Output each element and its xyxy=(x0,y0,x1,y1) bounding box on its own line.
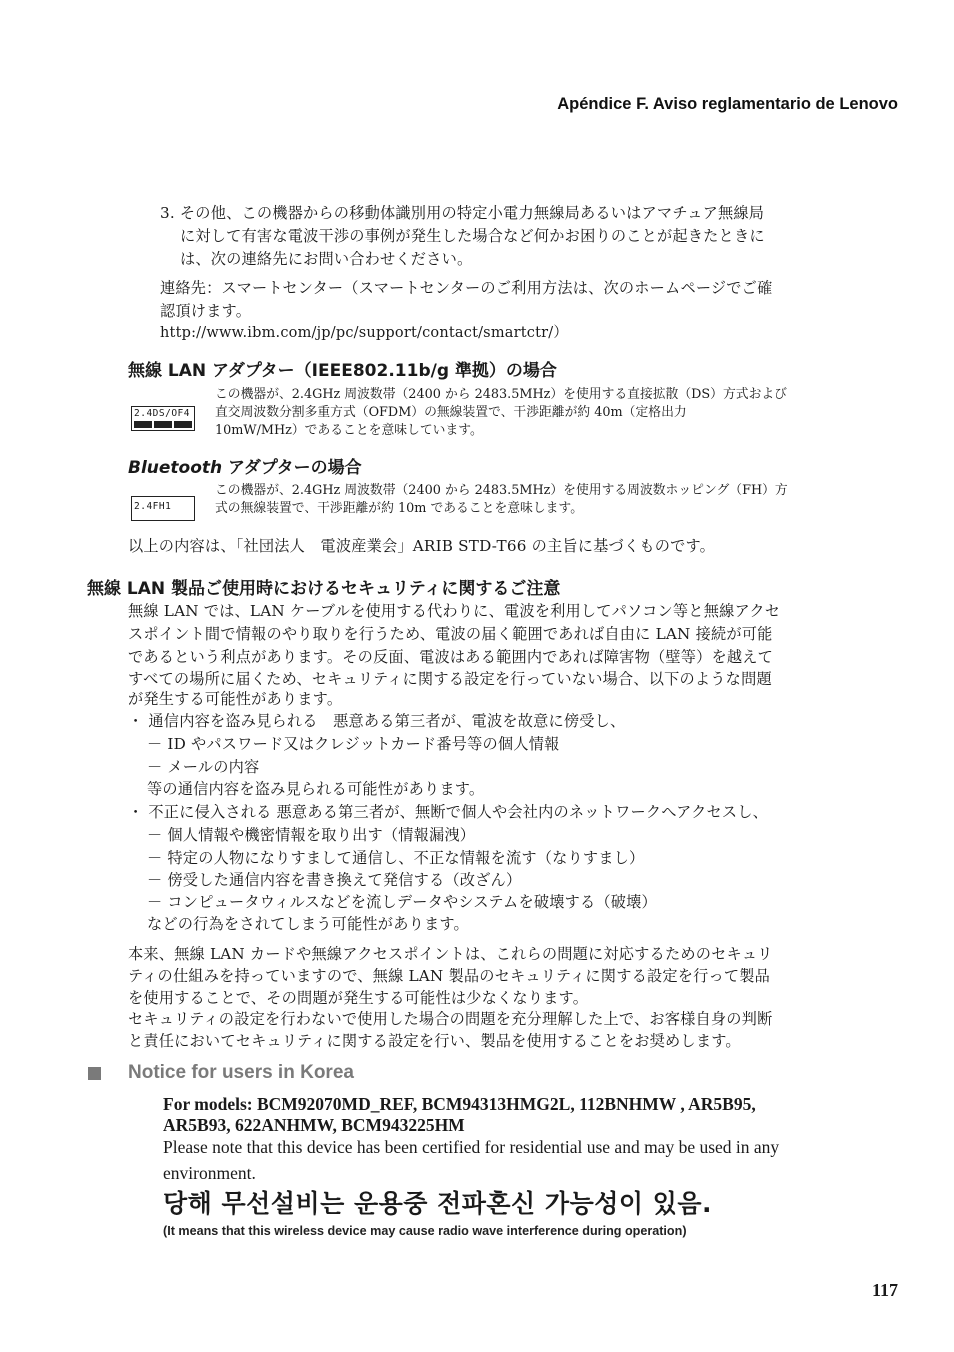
bullet-intrusion-sub-1: － 個人情報や機密情報を取り出す（情報漏洩） xyxy=(147,826,476,844)
security-intro-2: スポイント間で情報のやり取りを行うため、電波の届く範囲であれば自由に LAN 接続が可能 xyxy=(128,625,773,643)
lan-desc-line-1: この機器が、2.4GHz 周波数帯（2400 から 2483.5MHz）を使用する直接拡散（DS）方式および xyxy=(215,387,787,402)
bluetooth-frequency-badge xyxy=(131,496,195,521)
lan-desc-line-3: 10mW/MHz）であることを意味しています。 xyxy=(215,423,483,438)
lan-badge-label: 2.4DS/OF4 xyxy=(134,408,190,419)
page-number: 117 xyxy=(871,1280,898,1300)
korea-note-line-2: environment. xyxy=(163,1163,256,1183)
bluetooth-heading-italic: Bluetooth xyxy=(128,458,223,478)
bluetooth-badge-label: 2.4FH1 xyxy=(134,501,172,512)
korea-heading: Notice for users in Korea xyxy=(128,1062,354,1083)
bluetooth-heading-rest: アダプターの場合 xyxy=(222,458,362,478)
security-intro-3: であるという利点があります。その反面、電波はある範囲内であれば障害物（壁等）を越えて xyxy=(128,648,774,666)
bullet-eavesdrop-tail: 等の通信内容を盗み見られる可能性があります。 xyxy=(147,780,485,798)
models-line-1: For models: BCM92070MD_REF, BCM94313HMG2L, 112BNHMW , AR5B95, xyxy=(163,1094,756,1114)
korean-warning: 당해 무선설비는 운용중 전파혼신 가능성이 있음. xyxy=(163,1189,713,1218)
item3-line-3: は、次の連絡先にお問い合わせください。 xyxy=(180,250,473,268)
security-closing-1: 本来、無線 LAN カードや無線アクセスポイントは、これらの問題に対応するためのセキュリ xyxy=(128,945,773,963)
bullet-eavesdrop-sub-1: － ID やパスワード又はクレジットカード番号等の個人情報 xyxy=(147,735,560,753)
bullet-intrusion: ・ 不正に侵入される 悪意ある第三者が、無断で個人や会社内のネットワークへアクセスし、 xyxy=(128,803,769,821)
lan-desc-line-2: 直交周波数分割多重方式（OFDM）の無線装置で、干渉距離が約 40m（定格出力 xyxy=(215,405,687,420)
korean-warning-translation: (It means that this wireless device may cause radio wave interference during operation) xyxy=(163,1224,687,1238)
bullet-intrusion-tail: などの行為をされてしまう可能性があります。 xyxy=(147,915,469,933)
page-header: Apéndice F. Aviso reglamentario de Lenovo xyxy=(557,95,898,113)
contact-line-1: 連絡先：スマートセンター（スマートセンターのご利用方法は、次のホームページでご確 xyxy=(160,279,773,297)
bt-desc-line-1: この機器が、2.4GHz 周波数帯（2400 から 2483.5MHz）を使用する周波数ホッピング（FH）方 xyxy=(215,483,788,498)
lan-badge-bars xyxy=(134,421,192,430)
item3-line-1: 3. その他、この機器からの移動体識別用の特定小電力無線局あるいはアマチュア無線局 xyxy=(160,204,765,222)
bullet-intrusion-sub-4: － コンピュータウィルスなどを流しデータやシステムを破壊する（破壊） xyxy=(147,893,657,911)
security-heading: 無線 LAN 製品ご使用時におけるセキュリティに関するご注意 xyxy=(87,579,561,599)
bt-desc-line-2: 式の無線装置で、干渉距離が約 10m であることを意味します。 xyxy=(215,501,583,516)
support-url: http://www.ibm.com/jp/pc/support/contact/smartctr/） xyxy=(160,325,569,341)
arib-line: 以上の内容は、「社団法人 電波産業会」ARIB STD-T66 の主旨に基づくものです。 xyxy=(128,537,716,555)
models-line-2: AR5B93, 622ANHMW, BCM943225HM xyxy=(163,1115,465,1135)
lan-adapter-heading: 無線 LAN アダプター（IEEE802.11b/g 準拠）の場合 xyxy=(128,361,557,381)
security-intro-5: が発生する可能性があります。 xyxy=(128,690,343,708)
bluetooth-heading xyxy=(128,453,362,478)
bullet-eavesdrop: ・ 通信内容を盗み見られる 悪意ある第三者が、電波を故意に傍受し、 xyxy=(128,712,626,730)
bullet-eavesdrop-sub-2: － メールの内容 xyxy=(147,758,260,776)
security-closing-2: ティの仕組みを持っていますので、無線 LAN 製品のセキュリティに関する設定を行って製品 xyxy=(128,967,771,985)
security-intro-4: すべての場所に届くため、セキュリティに関する設定を行っていない場合、以下のような問題 xyxy=(128,670,772,688)
bullet-intrusion-sub-2: － 特定の人物になりすまして通信し、不正な情報を流す（なりすまし） xyxy=(147,849,645,867)
security-closing-5: と責任においてセキュリティに関する設定を行い、製品を使用することをお奨めします。 xyxy=(128,1032,741,1050)
contact-line-2: 認頂けます。 xyxy=(160,302,252,320)
bullet-intrusion-sub-3: － 傍受した通信内容を書き換えて発信する（改ざん） xyxy=(147,871,522,889)
korea-note-line-1: Please note that this device has been certified for residential use and may be used in any xyxy=(163,1137,780,1157)
square-bullet-icon xyxy=(88,1067,101,1080)
security-closing-4: セキュリティの設定を行わないで使用した場合の問題を充分理解した上で、お客様自身の判断 xyxy=(128,1010,773,1028)
security-intro-1: 無線 LAN では、LAN ケーブルを使用する代わりに、電波を利用してパソコン等と無線アクセ xyxy=(128,602,781,620)
lan-frequency-badge xyxy=(131,406,195,431)
item3-line-2: に対して有害な電波干渉の事例が発生した場合など何かお困りのことが起きたときに xyxy=(180,227,765,245)
security-closing-3: を使用することで、その問題が発生する可能性は少なくなります。 xyxy=(128,989,589,1007)
